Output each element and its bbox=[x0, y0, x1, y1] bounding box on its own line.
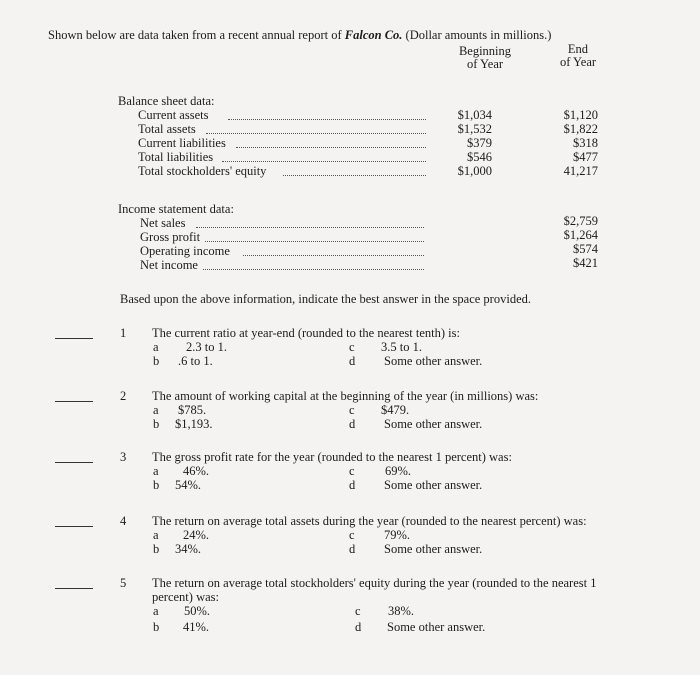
leader-dots bbox=[222, 161, 426, 162]
col-header-end-line2: of Year bbox=[559, 55, 597, 69]
bs-end-value: 41,217 bbox=[563, 164, 598, 178]
option-d: Some other answer. bbox=[384, 417, 483, 431]
col-header-end bbox=[553, 43, 603, 69]
option-c: 69%. bbox=[385, 464, 412, 478]
is-end-value: $421 bbox=[573, 256, 598, 270]
leader-dots bbox=[205, 241, 424, 242]
income-statement-heading: Income statement data: bbox=[118, 202, 234, 216]
col-header-end-line1: End bbox=[567, 42, 589, 56]
option-letter: d bbox=[355, 620, 362, 634]
option-letter: a bbox=[153, 340, 159, 354]
option-letter: a bbox=[153, 464, 159, 478]
option-letter: d bbox=[349, 417, 356, 431]
is-row-label: Net income bbox=[140, 258, 198, 272]
bs-row-label: Current liabilities bbox=[138, 136, 226, 150]
option-a: 50%. bbox=[184, 604, 211, 618]
bs-beginning-value: $379 bbox=[467, 136, 492, 150]
option-letter: b bbox=[153, 478, 160, 492]
question-text: The amount of working capital at the beginning of the year (in millions) was: bbox=[152, 389, 539, 403]
balance-sheet-heading: Balance sheet data: bbox=[118, 94, 215, 108]
option-a: 24%. bbox=[183, 528, 210, 542]
option-d: Some other answer. bbox=[384, 478, 483, 492]
col-header-beginning-line1: Beginning bbox=[458, 44, 512, 58]
option-letter: c bbox=[349, 403, 355, 417]
option-b: 54%. bbox=[175, 478, 202, 492]
option-b: .6 to 1. bbox=[178, 354, 213, 368]
question-text: The gross profit rate for the year (rounded to the nearest 1 percent) was: bbox=[152, 450, 512, 464]
option-b: 34%. bbox=[175, 542, 202, 556]
option-letter: b bbox=[153, 354, 160, 368]
leader-dots bbox=[236, 147, 426, 148]
option-letter: b bbox=[153, 417, 160, 431]
option-letter: b bbox=[153, 542, 160, 556]
option-a: 2.3 to 1. bbox=[186, 340, 227, 354]
option-letter: c bbox=[349, 340, 355, 354]
question-number: 1 bbox=[120, 326, 127, 340]
question-number: 2 bbox=[120, 389, 127, 403]
answer-blank[interactable] bbox=[55, 462, 93, 463]
answer-blank[interactable] bbox=[55, 338, 93, 339]
intro-suffix: (Dollar amounts in millions.) bbox=[405, 28, 552, 42]
bs-end-value: $1,822 bbox=[563, 122, 598, 136]
leader-dots bbox=[283, 175, 426, 176]
instruction-text: Based upon the above information, indicate the best answer in the space provided. bbox=[120, 292, 531, 306]
question-text: The return on average total assets during the year (rounded to the nearest percent) was: bbox=[152, 514, 587, 528]
option-letter: d bbox=[349, 478, 356, 492]
option-letter: b bbox=[153, 620, 160, 634]
col-header-beginning-line2: of Year bbox=[466, 57, 504, 71]
question-number: 3 bbox=[120, 450, 127, 464]
answer-blank[interactable] bbox=[55, 526, 93, 527]
option-c: 79%. bbox=[384, 528, 411, 542]
intro-prefix: Shown below are data taken from a recent annual report of bbox=[48, 28, 342, 42]
bs-end-value: $318 bbox=[573, 136, 598, 150]
is-row-label: Operating income bbox=[140, 244, 230, 258]
intro-line bbox=[48, 28, 551, 42]
option-c: 3.5 to 1. bbox=[381, 340, 422, 354]
bs-end-value: $1,120 bbox=[563, 108, 598, 122]
bs-row-label: Total liabilities bbox=[138, 150, 214, 164]
option-d: Some other answer. bbox=[384, 354, 483, 368]
is-row-label: Gross profit bbox=[140, 230, 201, 244]
bs-row-label: Current assets bbox=[138, 108, 209, 122]
option-b: $1,193. bbox=[175, 417, 213, 431]
option-c: 38%. bbox=[388, 604, 415, 618]
company-name: Falcon Co. bbox=[344, 28, 403, 42]
leader-dots bbox=[243, 255, 424, 256]
option-d: Some other answer. bbox=[387, 620, 486, 634]
option-letter: a bbox=[153, 528, 159, 542]
option-letter: d bbox=[349, 354, 356, 368]
option-a: $785. bbox=[178, 403, 207, 417]
option-a: 46%. bbox=[183, 464, 210, 478]
leader-dots bbox=[228, 119, 426, 120]
answer-blank[interactable] bbox=[55, 401, 93, 402]
answer-blank[interactable] bbox=[55, 588, 93, 589]
bs-row-label: Total assets bbox=[138, 122, 196, 136]
option-letter: c bbox=[349, 464, 355, 478]
option-letter: a bbox=[153, 403, 159, 417]
leader-dots bbox=[203, 269, 424, 270]
bs-beginning-value: $1,532 bbox=[457, 122, 492, 136]
question-number: 4 bbox=[120, 514, 127, 528]
option-letter: c bbox=[349, 528, 355, 542]
option-b: 41%. bbox=[183, 620, 210, 634]
is-end-value: $1,264 bbox=[563, 228, 598, 242]
bs-beginning-value: $546 bbox=[467, 150, 492, 164]
leader-dots bbox=[206, 133, 426, 134]
leader-dots bbox=[196, 227, 424, 228]
option-d: Some other answer. bbox=[384, 542, 483, 556]
is-end-value: $2,759 bbox=[563, 214, 598, 228]
question-text-continued: percent) was: bbox=[152, 590, 219, 604]
question-text: The current ratio at year-end (rounded to the nearest tenth) is: bbox=[152, 326, 460, 340]
bs-row-label: Total stockholders' equity bbox=[138, 164, 267, 178]
bs-beginning-value: $1,034 bbox=[457, 108, 492, 122]
option-letter: d bbox=[349, 542, 356, 556]
col-header-beginning bbox=[452, 45, 518, 71]
question-number: 5 bbox=[120, 576, 127, 590]
bs-end-value: $477 bbox=[573, 150, 598, 164]
question-text: The return on average total stockholders' equity during the year (rounded to the nearest 1 bbox=[152, 576, 597, 590]
option-letter: a bbox=[153, 604, 159, 618]
option-c: $479. bbox=[381, 403, 410, 417]
is-row-label: Net sales bbox=[140, 216, 186, 230]
is-end-value: $574 bbox=[573, 242, 598, 256]
option-letter: c bbox=[355, 604, 361, 618]
bs-beginning-value: $1,000 bbox=[457, 164, 492, 178]
